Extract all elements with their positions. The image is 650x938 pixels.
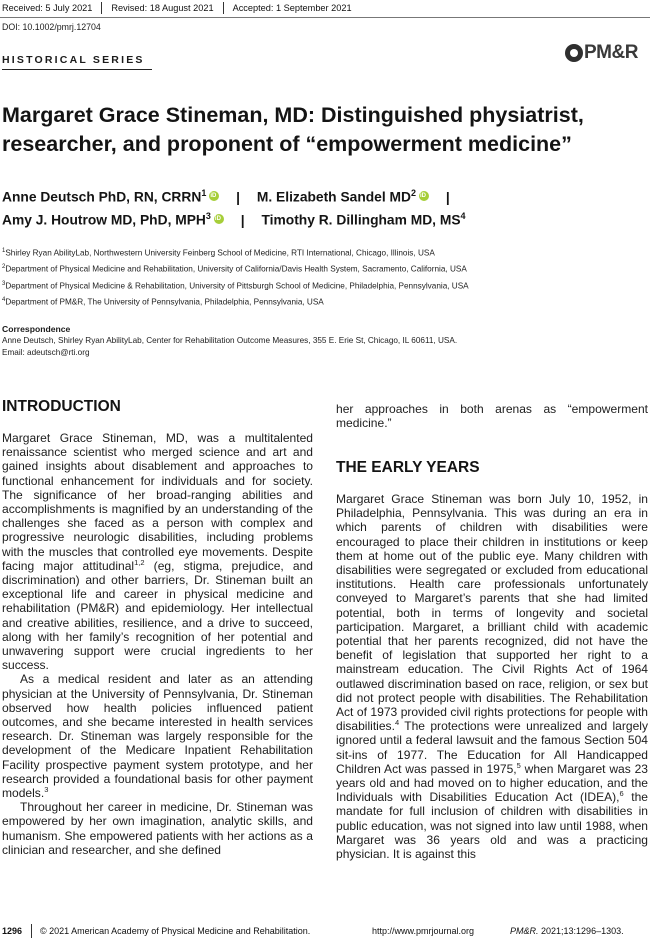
author-separator: | <box>445 189 450 205</box>
author-separator: | <box>240 212 245 228</box>
doi[interactable]: DOI: 10.1002/pmrj.12704 <box>2 22 101 32</box>
right-column-top: her approaches in both arenas as “empowerment medicine.” <box>336 402 648 431</box>
title-line-1: Margaret Grace Stineman, MD: Distinguished physiatrist, <box>2 103 584 127</box>
early-years-paragraph: Margaret Grace Stineman was born July 10, 1952, in Philadelphia, Pennsylvania. This was during an era in which parents of children with disabilities were encouraged to place their children in institutions or keep them at home out of the public eye. Many children with disabilities were segregated or excluded from educational institutions. Health care professionals unfortunately conveyed to Margaret’s parents that she had limited potential, both in terms of longevity and societal participation. Margaret, a brilliant child with academic potential that her parents recognized, did not have the benefit of legislation that supported her right to a mainstream education. The Civil Rights Act of 1964 outlawed discrimination based on race, religion, or sex but did not protect people with disabilities. The Rehabilitation Act of 1973 provided civil rights protections for people with disabilities.$^4$ The protections were unrealized and largely ignored until a federal lawsuit and the famous Section 504 sit-ins of 1977. The Education for All Handicapped Children Act was passed in 1975,$^5$ when Margaret was 23 years old and had moved on to higher education, and the Individuals with Disabilities Education Act (IDEA),$^6$ the mandate for full inclusion of children with disabilities in public education, was not signed into law until 1988, when Margaret was 36 years old and was a practicing physician. It is against this <box>336 492 648 862</box>
footer-divider <box>31 924 32 938</box>
author-name[interactable]: Anne Deutsch PhD, RN, CRRN <box>2 189 202 205</box>
citation-sup[interactable]: 4 <box>394 718 400 728</box>
author-affil-sup: 1 <box>201 188 207 198</box>
revised-date: Revised: 18 August 2021 <box>102 2 223 14</box>
author-name[interactable]: Amy J. Houtrow MD, PhD, MPH <box>2 212 206 228</box>
series-label: HISTORICAL SERIES <box>2 54 145 66</box>
copyright: © 2021 American Academy of Physical Medicine and Rehabilitation. <box>40 926 311 936</box>
intro-paragraph-1: Margaret Grace Stineman, MD, was a multitalented renaissance scientist who merged science and art and gained insights about disablement and approaches to functional enhancement for individuals and for society. The significance of her broad-ranging abilities and accomplishments is magnified by an understanding of the challenges she faced as a person with complex and progressive neurologic disabilities, including problems with the muscles that controlled eye movements. Despite facing major attitudinal$^{1,2}$ (eg, stigma, prejudice, and discrimination) and other barriers, Dr. Stineman built an exceptional life and career in physical medicine and rehabilitation (PM&R) and epidemiology. Her intellectual and creative abilities, resilience, and a drive to succeed, along with her family’s recognition of her potential and unwavering support were crucial ingredients to her success. <box>2 431 313 673</box>
page-number: 1296 <box>2 926 23 936</box>
correspondence-heading: Correspondence <box>2 324 71 334</box>
page-footer <box>0 926 650 938</box>
journal-citation: PM&R. 2021;13:1296–1303. <box>510 926 624 936</box>
intro-heading: INTRODUCTION <box>2 398 121 415</box>
orcid-icon[interactable] <box>214 214 224 224</box>
author-line-1 <box>2 188 463 205</box>
journal-url[interactable]: http://www.pmrjournal.org <box>372 926 475 936</box>
article-title <box>2 101 642 159</box>
accepted-date: Accepted: 1 September 2021 <box>232 3 352 13</box>
early-years-heading: THE EARLY YEARS <box>336 459 480 476</box>
logo-text: PM&R <box>584 42 638 63</box>
citation-sup[interactable]: 6 <box>619 789 624 799</box>
author-separator: | <box>236 189 241 205</box>
article-dates <box>0 2 361 14</box>
citation-sup[interactable]: 3 <box>44 785 49 795</box>
author-affil-sup: 2 <box>410 188 416 198</box>
title-line-2: researcher, and proponent of “empowerment medicine” <box>2 132 572 156</box>
affiliation-3: $^3$Department of Physical Medicine & Rehabilitation, University of Pittsburgh School of Medicine, Philadelphia, Pennsylvania, USA <box>2 281 469 291</box>
affiliation-2: $^2$Department of Physical Medicine and Rehabilitation, University of California/Davis Health System, Sacramento, California, USA <box>2 264 467 274</box>
received-date: Received: 5 July 2021 <box>0 2 102 14</box>
header-rule <box>0 17 650 18</box>
author-name[interactable]: M. Elizabeth Sandel MD <box>256 189 411 205</box>
journal-logo <box>565 42 638 64</box>
author-affil-sup: 4 <box>460 211 466 221</box>
affiliation-4: $^4$Department of PM&R, The University of Pennsylvania, Philadelphia, Pennsylvania, USA <box>2 297 324 307</box>
citation-sup[interactable]: 5 <box>516 760 521 770</box>
orcid-icon[interactable] <box>209 191 219 201</box>
author-affil-sup: 3 <box>205 211 211 221</box>
correspondence-address: Anne Deutsch, Shirley Ryan AbilityLab, Center for Rehabilitation Outcome Measures, 355 E. Erie St, Chicago, IL 60611, USA. <box>2 336 458 345</box>
intro-paragraph-2: As a medical resident and later as an attending physician at the University of Pennsylvania, Dr. Stineman observed how health policies influenced patient outcomes, and she became interested in health services research. Dr. Stineman was largely responsible for the development of the Medicare Inpatient Rehabilitation Facility prospective payment system prototype, and her research provided a foundational basis for other payment models.$^3$ <box>2 672 313 801</box>
series-underline <box>2 69 152 70</box>
author-line-2 <box>2 211 466 228</box>
correspondence-email[interactable]: Email: adeutsch@rti.org <box>2 348 90 357</box>
author-name[interactable]: Timothy R. Dillingham MD, MS <box>261 212 461 228</box>
logo-mark-icon <box>565 44 583 62</box>
right-column <box>336 492 648 861</box>
citation-sup[interactable]: 1,2 <box>134 557 145 567</box>
left-column <box>2 431 313 857</box>
orcid-icon[interactable] <box>419 191 429 201</box>
affiliation-1: $^1$Shirley Ryan AbilityLab, Northwestern University Feinberg School of Medicine, RTI International, Chicago, Illinois, USA <box>2 248 435 258</box>
intro-paragraph-3: Throughout her career in medicine, Dr. Stineman was empowered by her own imagination, analytic skills, and humanism. She empowered patients with her actions as a clinician and researcher, and she defined <box>2 800 313 857</box>
